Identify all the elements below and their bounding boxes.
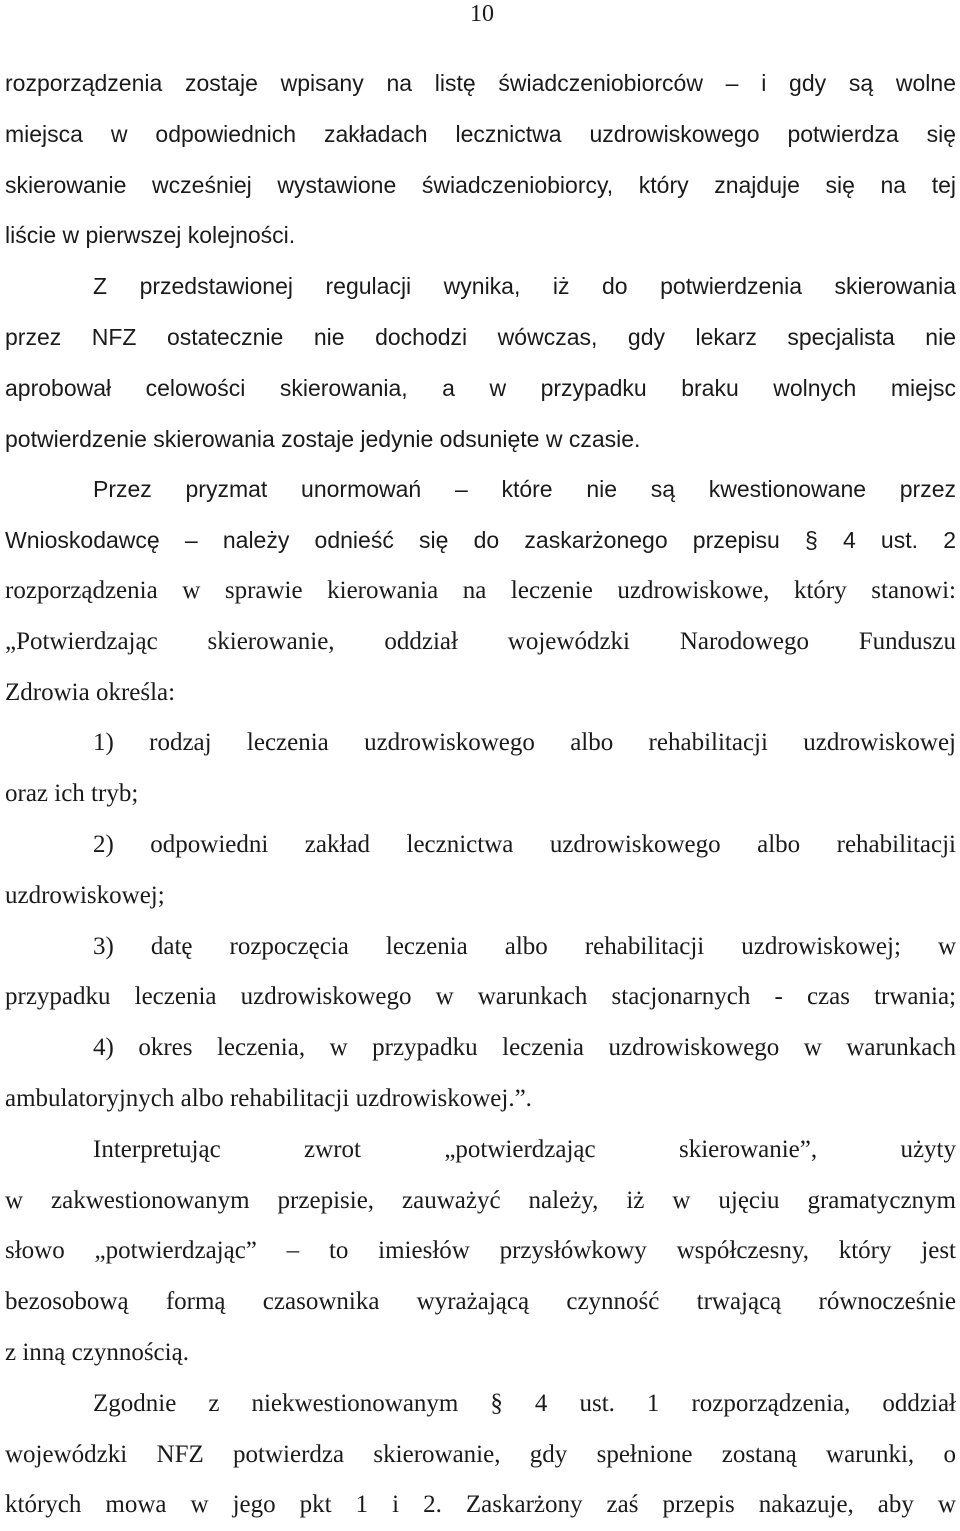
text-line: przez NFZ ostatecznie nie dochodzi wówczas, gdy lekarz specjalista nie (5, 323, 956, 350)
text-line: „Potwierdzając skierowanie, oddział wojewódzki Narodowego Funduszu (5, 627, 956, 655)
text-line: miejsca w odpowiednich zakładach lecznictwa uzdrowiskowego potwierdza się (5, 120, 956, 147)
text-line: Wnioskodawcę – należy odnieść się do zaskarżonego przepisu § 4 ust. 2 (5, 527, 956, 554)
page-number (0, 0, 960, 28)
text-line: 2) odpowiedni zakład lecznictwa uzdrowiskowego albo rehabilitacji (93, 830, 956, 858)
page-number-text: 10 (470, 1, 494, 27)
text-line: słowo „potwierdzając” – to imiesłów przysłówkowy współczesny, który jest (5, 1237, 956, 1265)
text-line: rozporządzenia w sprawie kierowania na leczenie uzdrowiskowe, który stanowi: (5, 576, 956, 604)
text-line: wojewódzki NFZ potwierdza skierowanie, gdy spełnione zostaną warunki, o (5, 1440, 956, 1468)
text-line: bezosobową formą czasownika wyrażającą czynność trwającą równocześnie (5, 1288, 956, 1316)
text-line: których mowa w jego pkt 1 i 2. Zaskarżony zaś przepis nakazuje, aby w (5, 1491, 956, 1519)
text-line: 4) okres leczenia, w przypadku leczenia uzdrowiskowego w warunkach (93, 1034, 956, 1062)
text-line: liście w pierwszej kolejności. (5, 222, 296, 249)
text-line: Przez pryzmat unormowań – które nie są kwestionowane przez (93, 476, 956, 503)
text-line: Z przedstawionej regulacji wynika, iż do potwierdzenia skierowania (93, 273, 956, 300)
text-line: 1) rodzaj leczenia uzdrowiskowego albo rehabilitacji uzdrowiskowej (93, 729, 956, 757)
text-line: ambulatoryjnych albo rehabilitacji uzdrowiskowej.”. (5, 1084, 532, 1112)
text-line: w zakwestionowanym przepisie, zauważyć należy, iż w ujęciu gramatycznym (5, 1186, 956, 1214)
text-line: aprobował celowości skierowania, a w przypadku braku wolnych miejsc (5, 374, 956, 401)
text-line: skierowanie wcześniej wystawione świadczeniobiorcy, który znajduje się na tej (5, 171, 956, 198)
text-line: potwierdzenie skierowania zostaje jedynie odsunięte w czasie. (5, 425, 641, 452)
text-line: Zgodnie z niekwestionowanym § 4 ust. 1 rozporządzenia, oddział (93, 1389, 956, 1417)
text-line: uzdrowiskowej; (5, 881, 165, 909)
text-line: rozporządzenia zostaje wpisany na listę świadczeniobiorców – i gdy są wolne (5, 70, 956, 96)
text-line: Interpretując zwrot „potwierdzając skierowanie”, użyty (93, 1135, 956, 1163)
text-line: z inną czynnością. (5, 1338, 189, 1366)
text-line: Zdrowia określa: (5, 678, 176, 706)
text-line: oraz ich tryb; (5, 780, 139, 808)
text-line: przypadku leczenia uzdrowiskowego w warunkach stacjonarnych - czas trwania; (5, 983, 956, 1011)
document-body (5, 58, 956, 1531)
text-line: 3) datę rozpoczęcia leczenia albo rehabilitacji uzdrowiskowej; w (93, 932, 956, 960)
